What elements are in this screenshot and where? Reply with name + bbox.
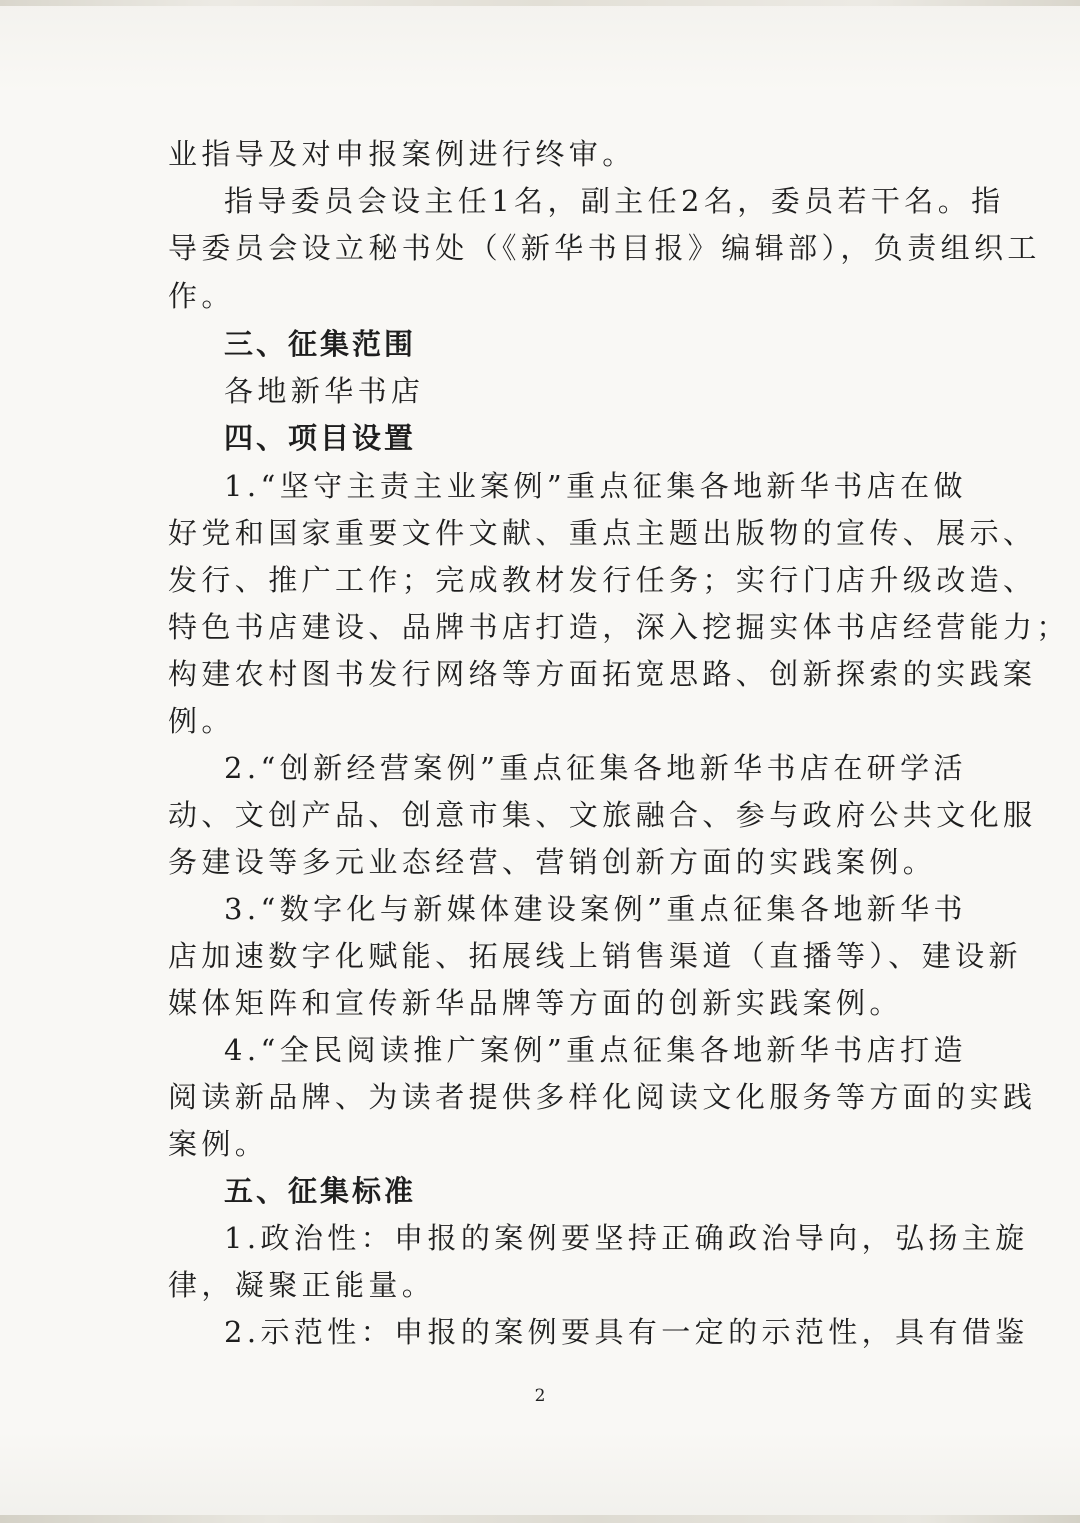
- text-line: 务建设等多元业态经营、营销创新方面的实践案例。: [168, 845, 937, 879]
- text-line: 发行、推广工作；完成教材发行任务；实行门店升级改造、: [168, 563, 1037, 597]
- section-heading: 三、征集范围: [224, 327, 417, 361]
- text-line: 2.“创新经营案例”重点征集各地新华书店在研学活: [224, 751, 967, 785]
- text-line: 律，凝聚正能量。: [168, 1268, 436, 1302]
- text-line: 1.政治性：申报的案例要坚持正确政治导向，弘扬主旋: [224, 1221, 1029, 1255]
- scan-edge-bottom: [0, 1515, 1080, 1523]
- text-line: 好党和国家重要文件文献、重点主题出版物的宣传、展示、: [168, 516, 1037, 550]
- text-line: 导委员会设立秘书处（《新华书目报》编辑部），负责组织工: [168, 231, 1041, 265]
- text-line: 例。: [168, 704, 235, 738]
- text-line: 特色书店建设、品牌书店打造，深入挖掘实体书店经营能力；: [168, 610, 1070, 644]
- text-line: 指导委员会设主任1名，副主任2名，委员若干名。指: [224, 184, 1005, 218]
- text-line: 3.“数字化与新媒体建设案例”重点征集各地新华书: [224, 892, 967, 926]
- section-heading: 四、项目设置: [224, 421, 417, 455]
- text-line: 4.“全民阅读推广案例”重点征集各地新华书店打造: [224, 1033, 967, 1067]
- section-heading: 五、征集标准: [224, 1174, 417, 1208]
- text-line: 案例。: [168, 1127, 269, 1161]
- text-line: 作。: [168, 279, 235, 313]
- text-line: 1.“坚守主责主业案例”重点征集各地新华书店在做: [224, 469, 967, 503]
- scan-edge-top: [0, 0, 1080, 6]
- text-line: 各地新华书店: [224, 374, 425, 408]
- text-line: 阅读新品牌、为读者提供多样化阅读文化服务等方面的实践: [168, 1080, 1037, 1114]
- page-number: 2: [534, 1386, 546, 1406]
- text-line: 2.示范性：申报的案例要具有一定的示范性，具有借鉴: [224, 1315, 1029, 1349]
- text-line: 构建农村图书发行网络等方面拓宽思路、创新探索的实践案: [168, 657, 1037, 691]
- text-line: 业指导及对申报案例进行终审。: [168, 137, 636, 171]
- text-line: 动、文创产品、创意市集、文旅融合、参与政府公共文化服: [168, 798, 1037, 832]
- text-line: 店加速数字化赋能、拓展线上销售渠道（直播等）、建设新: [168, 939, 1022, 973]
- text-line: 媒体矩阵和宣传新华品牌等方面的创新实践案例。: [168, 986, 903, 1020]
